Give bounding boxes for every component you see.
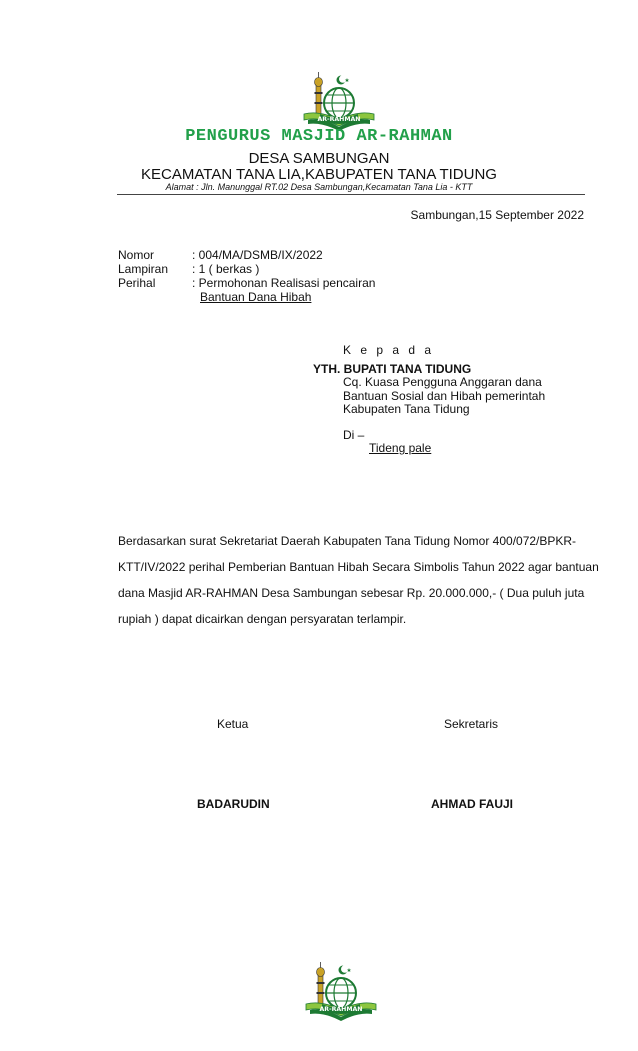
lampiran-label: Lampiran	[118, 262, 169, 276]
mosque-logo-footer-icon	[300, 960, 382, 1022]
letter-date: Sambungan,15 September 2022	[410, 208, 584, 222]
org-address: Alamat : Jln. Manunggal RT.02 Desa Sambungan,Kecamatan Tana Lia - KTT	[165, 182, 473, 192]
signature-role-left: Ketua	[217, 717, 249, 731]
nomor-label: Nomor	[118, 248, 155, 262]
recipient-di: Di –	[343, 428, 365, 442]
recipient-line-1: Cq. Kuasa Pengguna Anggaran dana	[343, 375, 542, 389]
org-village: DESA SAMBUNGAN	[248, 150, 390, 167]
svg-text:AR-RAHMAN: AR-RAHMAN	[317, 116, 361, 123]
nomor-value: : 004/MA/DSMB/IX/2022	[192, 248, 323, 262]
body-line-1: Berdasarkan surat Sekretariat Daerah Kabupaten Tana Tidung Nomor 400/072/BPKR-	[118, 534, 577, 548]
letterhead-divider	[117, 194, 585, 195]
perihal-label: Perihal	[118, 276, 156, 290]
signature-role-right: Sekretaris	[444, 717, 499, 731]
body-line-3: dana Masjid AR-RAHMAN Desa Sambungan sebesar Rp. 20.000.000,- ( Dua puluh juta	[118, 586, 585, 600]
perihal-subject: Bantuan Dana Hibah	[200, 290, 312, 304]
signature-name-left: BADARUDIN	[197, 797, 270, 811]
body-line-4: rupiah ) dapat dicairkan dengan persyaratan terlampir.	[118, 612, 407, 626]
perihal-value: : Permohonan Realisasi pencairan	[192, 276, 376, 290]
org-name: PENGURUS MASJID AR-RAHMAN	[185, 127, 453, 146]
org-district: KECAMATAN TANA LIA,KABUPATEN TANA TIDUNG	[141, 166, 497, 183]
svg-text:AR-RAHMAN: AR-RAHMAN	[319, 1006, 363, 1013]
signature-name-right: AHMAD FAUJI	[431, 797, 514, 811]
body-line-2: KTT/IV/2022 perihal Pemberian Bantuan Hibah Secara Simbolis Tahun 2022 agar bantuan	[118, 560, 599, 574]
lampiran-value: : 1 ( berkas )	[192, 262, 260, 276]
recipient-line-3: Kabupaten Tana Tidung	[343, 402, 470, 416]
recipient-title: YTH. BUPATI TANA TIDUNG	[313, 362, 472, 376]
kepada-label: K e p a d a	[343, 343, 435, 357]
recipient-place: Tideng pale	[369, 441, 432, 455]
mosque-logo-icon	[298, 70, 380, 132]
recipient-line-2: Bantuan Sosial dan Hibah pemerintah	[343, 389, 546, 403]
